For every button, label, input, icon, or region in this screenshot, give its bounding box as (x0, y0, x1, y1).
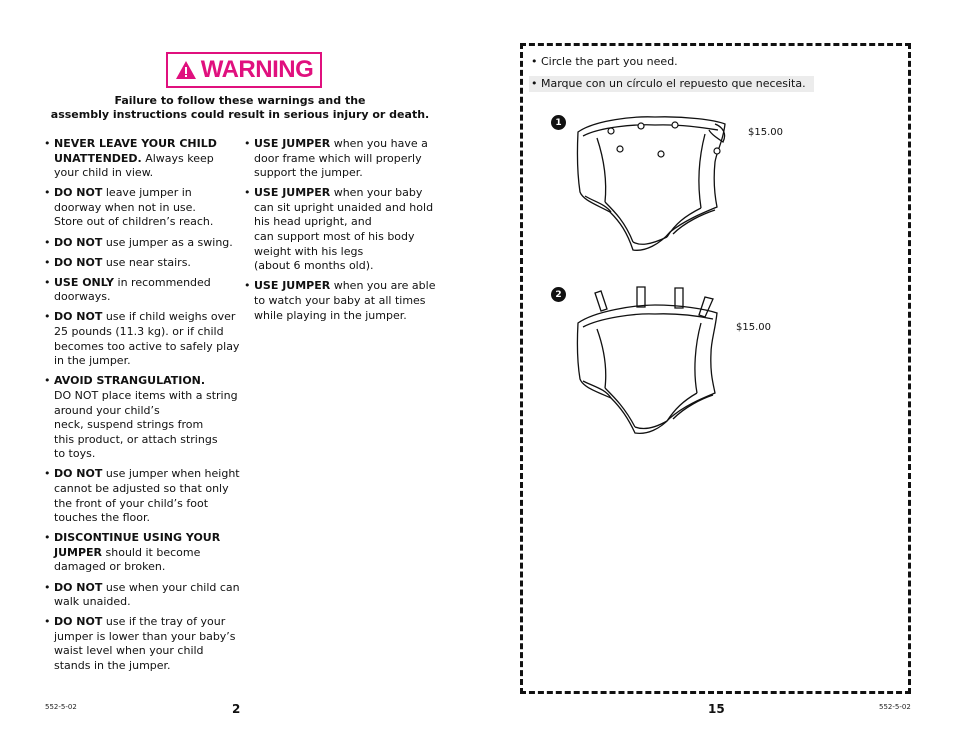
part-1-number-badge: 1 (551, 115, 566, 130)
warning-item: • DO NOT use if child weighs over 25 pounds (11.3 kg). or if child becomes too active to safely play in the jumper. (44, 310, 240, 368)
right-footer-code: 552-5-02 (879, 703, 911, 711)
part-2-price: $15.00 (736, 322, 771, 333)
part-2-number-badge: 2 (551, 287, 566, 302)
warning-text: WARNING (200, 56, 314, 83)
seat-cover-2-image[interactable] (575, 283, 725, 438)
warning-item: • DO NOT use jumper as a swing. (44, 235, 233, 249)
warning-headline (40, 94, 440, 122)
warning-item: • USE ONLY in recommended doorways. (44, 275, 211, 304)
warning-item: • USE JUMPER when your baby can sit upright unaided and hold his head upright, and can support most of his body weight with his legs (about 6 months old). (244, 186, 434, 273)
part-1-price: $15.00 (748, 127, 783, 138)
middle-warning-column (244, 137, 440, 329)
circle-instruction: • Circle the part you need. (531, 55, 678, 68)
warning-item: • DO NOT use jumper when height cannot be adjusted so that only the front of your child’s foot touches the floor. (44, 467, 240, 525)
warning-item: • DO NOT leave jumper in doorway when not in use. Store out of children’s reach. (44, 186, 214, 229)
headline-line-1: Failure to follow these warnings and the (114, 94, 366, 107)
left-warning-column (44, 137, 240, 679)
warning-label (166, 52, 322, 88)
warning-item: • DO NOT use when your child can walk unaided. (44, 580, 240, 609)
right-page-number: 15 (708, 702, 725, 716)
headline-line-2: assembly instructions could result in serious injury or death. (50, 108, 430, 121)
warning-item: • USE JUMPER when you have a door frame which will properly support the jumper. (244, 137, 428, 180)
warning-item: • USE JUMPER when you are able to watch your baby at all times while playing in the jumper. (244, 279, 436, 322)
warning-item: • DISCONTINUE USING YOUR JUMPER should it become damaged or broken. (44, 531, 221, 574)
warning-item: • DO NOT use near stairs. (44, 255, 191, 269)
seat-cover-1-image[interactable] (575, 112, 735, 257)
warning-triangle-icon (175, 60, 197, 80)
left-footer-code: 552-5-02 (45, 703, 77, 711)
spanish-instruction: • Marque con un círculo el repuesto que necesita. (529, 76, 814, 92)
warning-item: • AVOID STRANGULATION. DO NOT place items with a string around your child’s neck, suspend strings from this product, or attach strings to toys. (44, 374, 238, 461)
warning-item: • NEVER LEAVE YOUR CHILD UNATTENDED. Always keep your child in view. (44, 137, 217, 180)
left-page-number: 2 (232, 702, 241, 716)
warning-item: • DO NOT use if the tray of your jumper is lower than your baby’s waist level when your child stands in the jumper. (44, 615, 236, 672)
